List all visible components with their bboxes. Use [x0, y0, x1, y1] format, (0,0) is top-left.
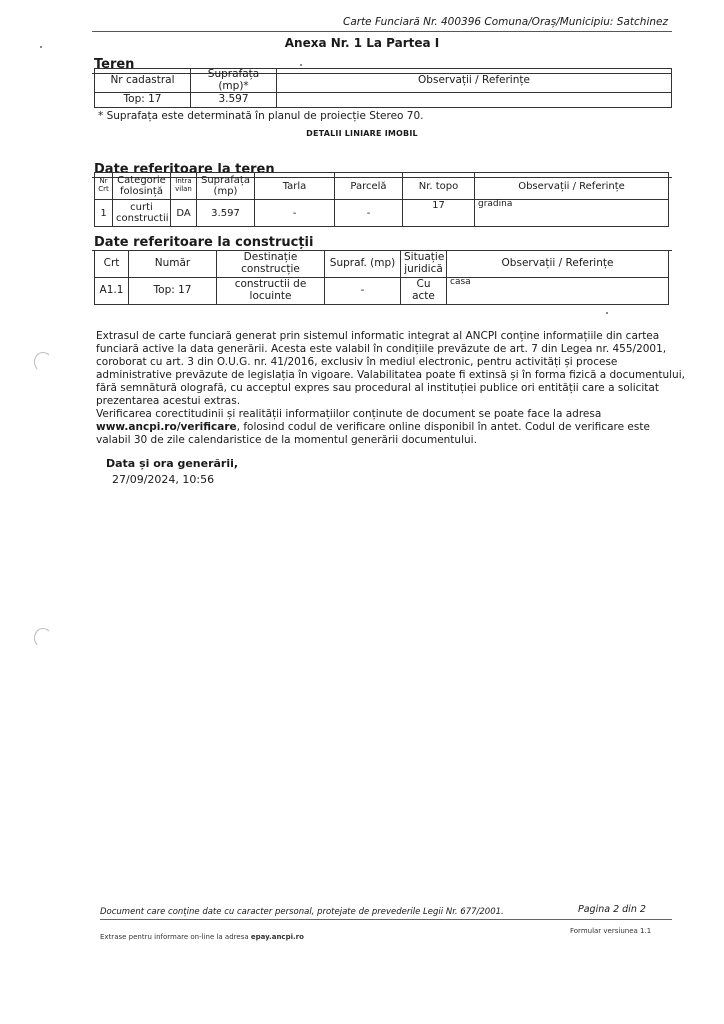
table-header-cell: Intra vilan: [171, 173, 197, 200]
table-header-cell: Crt: [95, 251, 129, 278]
disclaimer-paragraph: Extrasul de carte funciară generat prin sistemul informatic integrat al ANCPI conține informațiile din cartea funciară active la data generării. Acesta este valabil în condițiile prevăzute de art. 7 din Legea nr. 455/2001, coroborat cu art. 3 din O.U.G. nr. 41/2016, exclusiv în mediul electronic, pentru activități și procese administrative prevăzute de legislația în vigoare. Valabilitatea poate fi extinsă și în forma fizică a documentului, fără semnătură olografă, cu acceptul expres sau procedural al instituției publice ori entității care a solicitat prezentarea acestui extras.: [96, 330, 685, 407]
section-title-construction-data: Date referitoare la construcții: [94, 235, 314, 250]
table-cell: constructii de locuinte: [217, 278, 325, 305]
table-cell: 17: [403, 200, 475, 227]
table-cell: curti constructii: [113, 200, 171, 227]
generation-date-label: Data și ora generării,: [106, 457, 239, 470]
table-cell: Top: 17: [129, 278, 217, 305]
table-header-cell: Observații / Referințe: [475, 173, 669, 200]
surface-note: * Suprafața este determinată în planul de proiecție Stereo 70.: [98, 110, 424, 122]
page-number: Pagina 2 din 2: [578, 904, 646, 915]
table-cell: Top: 17: [95, 93, 191, 108]
table-cell: 3.597: [197, 200, 255, 227]
table-header-cell: Nr Crt: [95, 173, 113, 200]
generation-date-value: 27/09/2024, 10:56: [112, 473, 215, 486]
table-cell: -: [335, 200, 403, 227]
table-header-cell: Număr: [129, 251, 217, 278]
table-header-cell: Suprafața (mp): [197, 173, 255, 200]
form-version: Formular versiunea 1.1: [570, 927, 652, 935]
scan-speck: [300, 64, 302, 66]
header-divider: [92, 31, 672, 32]
table-cell: 3.597: [191, 93, 277, 108]
legal-disclaimer: [96, 330, 686, 447]
section-title-land-data: Date referitoare la teren: [94, 162, 275, 177]
table-header-cell: Parcelă: [335, 173, 403, 200]
online-extract-text: Extrase pentru informare on-line la adresa: [100, 933, 251, 941]
table-header-cell: Tarla: [255, 173, 335, 200]
personal-data-notice: Document care conține date cu caracter personal, protejate de prevederile Legii Nr. 677/2001.: [100, 907, 504, 917]
section-title-teren: Teren: [94, 57, 135, 72]
footer-divider: [100, 919, 672, 920]
table-header-cell: Observații / Referințe: [447, 251, 669, 278]
scan-speck: [606, 312, 608, 314]
table-header-cell: Destinație construcție: [217, 251, 325, 278]
table-header-cell: Situație juridică: [401, 251, 447, 278]
construction-data-table: [94, 250, 669, 305]
table-header-cell: Nr cadastral: [95, 69, 191, 93]
table-header-cell: Supraf. (mp): [325, 251, 401, 278]
document-header: Carte Funciară Nr. 400396 Comuna/Oraș/Municipiu: Satchinez: [342, 16, 668, 28]
table-cell: 1: [95, 200, 113, 227]
online-extract-note: [100, 933, 304, 941]
land-data-table: [94, 172, 669, 227]
verification-text-suffix: , folosind codul de verificare online disponibil în antet. Codul de verificare este valabil 30 de zile calendaristice de la momentul generării documentului.: [96, 421, 650, 446]
table-header-cell: Categorie folosință: [113, 173, 171, 200]
table-cell: [277, 93, 672, 108]
table-header-cell: Suprafața (mp)*: [191, 69, 277, 93]
table-header-cell: Nr. topo: [403, 173, 475, 200]
table-cell: DA: [171, 200, 197, 227]
table-cell: gradina: [475, 200, 669, 227]
table-cell: A1.1: [95, 278, 129, 305]
verification-link[interactable]: www.ancpi.ro/verificare: [96, 421, 237, 433]
online-extract-link[interactable]: epay.ancpi.ro: [250, 933, 304, 941]
teren-table: [94, 68, 672, 108]
table-cell: Cu acte: [401, 278, 447, 305]
punch-hole-mark-bottom: [34, 628, 52, 648]
table-cell: -: [325, 278, 401, 305]
annex-title: Anexa Nr. 1 La Partea I: [284, 36, 440, 50]
table-header-cell: Observații / Referințe: [277, 69, 672, 93]
table-cell: -: [255, 200, 335, 227]
punch-hole-mark-top: [34, 352, 52, 372]
table-cell: casa: [447, 278, 669, 305]
verification-paragraph: [96, 408, 686, 447]
linear-details-heading: DETALII LINIARE IMOBIL: [306, 129, 418, 138]
verification-text: Verificarea corectitudinii și realității informațiilor conținute de document se poate face la adresa: [96, 408, 602, 420]
